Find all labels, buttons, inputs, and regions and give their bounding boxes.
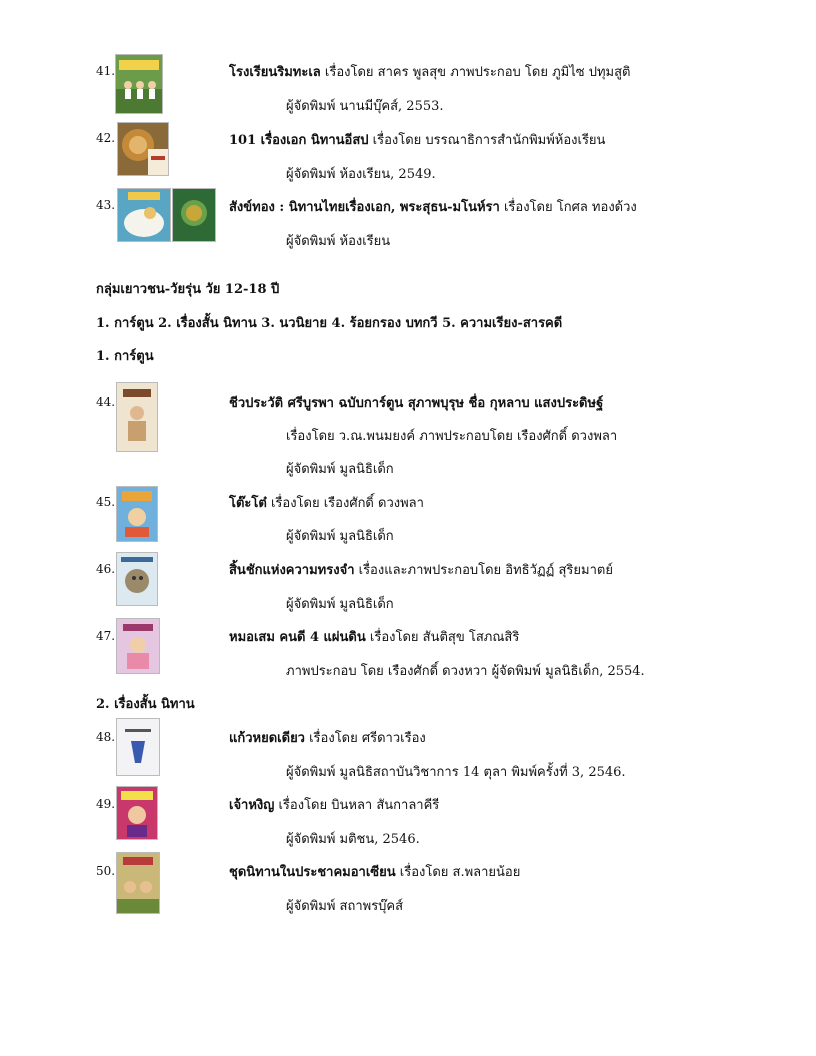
book-title: ชีวประวัติ ศรีบูรพา ฉบับการ์ตูน สุภาพบุรุษ ชื่อ กุหลาบ แสงประดิษฐ์ (229, 396, 604, 411)
entry-number: 50. (96, 864, 116, 878)
publisher-line: ผู้จัดพิมพ์ มติชน, 2546. (286, 832, 420, 847)
publisher-line: ผู้จัดพิมพ์ มูลนิธิเด็ก (286, 462, 394, 477)
section-heading-short-stories: 2. เรื่องสั้น นิทาน (96, 697, 195, 712)
entry-number: 41. (96, 64, 116, 78)
book-cover-image (117, 122, 169, 176)
book-cover-image (116, 718, 160, 776)
book-title: โรงเรียนริมทะเล (229, 65, 321, 80)
book-cover-image (172, 188, 216, 242)
publisher-line: ผู้จัดพิมพ์ ห้องเรียน (286, 234, 391, 249)
entry-number: 47. (96, 629, 116, 643)
entry-number: 44. (96, 395, 116, 409)
section-heading-cartoon: 1. การ์ตูน (96, 349, 154, 364)
entry-number: 46. (96, 562, 116, 576)
book-credit: เรื่องโดย โกศล ทองด้วง (499, 200, 637, 215)
entry-number: 48. (96, 730, 116, 744)
book-title: หมอเสม คนดี 4 แผ่นดิน (229, 630, 366, 645)
publisher-line: ภาพประกอบ โดย เรืองศักดิ์ ดวงหวา ผู้จัดพิมพ์ มูลนิธิเด็ก, 2554. (286, 664, 645, 679)
entry-title-line (229, 794, 439, 815)
entry-title-line (229, 861, 520, 882)
category-list-heading: 1. การ์ตูน 2. เรื่องสั้น นิทาน 3. นวนิยาย 4. ร้อยกรอง บทกวี 5. ความเรียง-สารคดี (96, 316, 563, 331)
book-credit: เรื่องและภาพประกอบโดย อิทธิวัฏฏ์ สุริยมาตย์ (354, 563, 613, 578)
book-cover-image (117, 188, 171, 242)
entry-title-line (229, 61, 630, 82)
publisher-line: ผู้จัดพิมพ์ มูลนิธิเด็ก (286, 597, 394, 612)
book-cover-image (115, 54, 163, 114)
entry-title-line (229, 626, 519, 647)
book-credit: เรื่องโดย สันติสุข โสภณสิริ (365, 630, 520, 645)
entry-number: 45. (96, 495, 116, 509)
author-line: เรื่องโดย ว.ณ.พนมยงค์ ภาพประกอบโดย เรืองศักดิ์ ดวงพลา (286, 429, 618, 444)
publisher-line: ผู้จัดพิมพ์ ห้องเรียน, 2549. (286, 167, 436, 182)
book-title: แก้วหยดเดียว (229, 731, 305, 746)
book-cover-image (116, 552, 158, 606)
book-cover-image (116, 382, 158, 452)
entry-title-line (229, 559, 613, 580)
publisher-line: ผู้จัดพิมพ์ มูลนิธิเด็ก (286, 529, 394, 544)
age-group-heading: กลุ่มเยาวชน-วัยรุ่น วัย 12-18 ปี (96, 282, 280, 297)
publisher-line: ผู้จัดพิมพ์ สถาพรบุ๊คส์ (286, 899, 404, 914)
book-title: ชุดนิทานในประชาคมอาเซียน (229, 865, 396, 880)
entry-title-line (229, 727, 426, 748)
book-credit: เรื่องโดย ศรีดาวเรือง (304, 731, 426, 746)
book-title: สิ้นชักแห่งความทรงจำ (229, 563, 355, 578)
book-title: สังข์ทอง : นิทานไทยเรื่องเอก, พระสุธน-มโนห์รา (229, 200, 500, 215)
entry-number: 43. (96, 198, 116, 212)
book-credit: เรื่องโดย บินหลา สันกาลาคีรี (274, 798, 440, 813)
book-credit: เรื่องโดย เรืองศักดิ์ ดวงพลา (266, 496, 424, 511)
publisher-line: ผู้จัดพิมพ์ นานมีบุ๊คส์, 2553. (286, 99, 444, 114)
book-title: เจ้าหงิญ (229, 798, 275, 813)
entry-title-line (229, 392, 603, 413)
book-cover-image (116, 486, 158, 542)
entry-title-line (229, 196, 637, 217)
book-cover-image (116, 618, 160, 674)
entry-number: 49. (96, 797, 116, 811)
book-credit: เรื่องโดย สาคร พูลสุข ภาพประกอบ โดย ภูมิไซ ปทุมสูติ (320, 65, 631, 80)
book-credit: เรื่องโดย ส.พลายน้อย (395, 865, 521, 880)
publisher-line: ผู้จัดพิมพ์ มูลนิธิสถาบันวิชาการ 14 ตุลา พิมพ์ครั้งที่ 3, 2546. (286, 765, 626, 780)
book-cover-image (116, 786, 158, 840)
entry-title-line (229, 129, 605, 150)
book-credit: เรื่องโดย บรรณาธิการสำนักพิมพ์ห้องเรียน (368, 133, 606, 148)
entry-title-line (229, 492, 424, 513)
book-cover-image (116, 852, 160, 914)
entry-number: 42. (96, 131, 116, 145)
book-title: โต๊ะโต๋ (229, 496, 267, 511)
book-title: 101 เรื่องเอก นิทานอีสป (229, 133, 369, 148)
